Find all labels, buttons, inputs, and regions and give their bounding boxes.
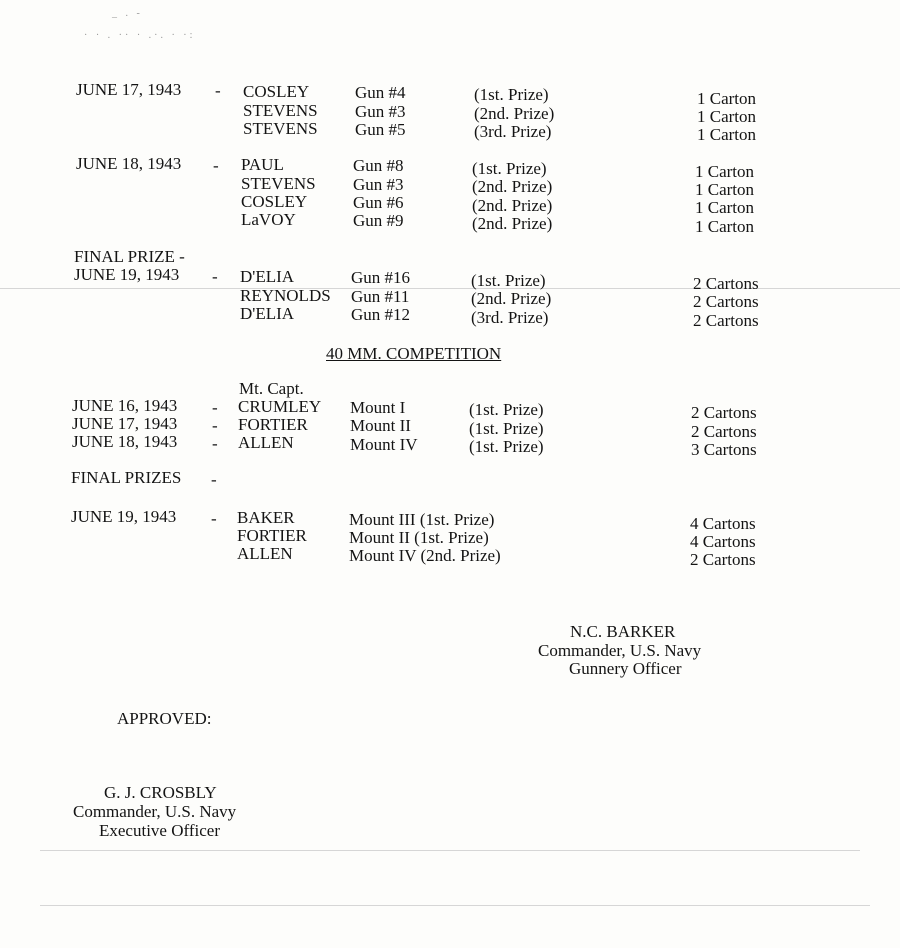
final-prizes-label: FINAL PRIZES — [71, 468, 182, 487]
prize-rank: (1st. Prize) — [471, 271, 546, 290]
dash: - — [212, 398, 218, 417]
dash: - — [212, 416, 218, 435]
mount-name: Mount IV — [350, 435, 418, 454]
gunner-name: COSLEY — [241, 192, 308, 211]
award-amount: 2 Cartons — [690, 550, 756, 569]
gun-number: Gun #12 — [351, 305, 411, 324]
gun-number: Gun #16 — [351, 268, 411, 287]
prize-rank: (2nd. Prize) — [474, 104, 555, 123]
approved-label: APPROVED: — [117, 709, 212, 728]
prize-rank: (2nd. Prize) — [471, 289, 552, 308]
gunner-name: D'ELIA — [240, 304, 295, 323]
mount-prize: Mount IV (2nd. Prize) — [349, 546, 501, 565]
row-date: JUNE 18, 1943 — [72, 432, 178, 451]
gunner-name: STEVENS — [243, 119, 318, 138]
gunner-name: LaVOY — [241, 210, 296, 229]
prize-rank: (1st. Prize) — [469, 400, 544, 419]
gun-number: Gun #6 — [353, 193, 404, 212]
gun-number: Gun #5 — [355, 120, 406, 139]
captain-name: ALLEN — [237, 544, 293, 563]
signatory-name: G. J. CROSBLY — [104, 783, 217, 802]
award-amount: 1 Carton — [695, 180, 755, 199]
gunner-name: STEVENS — [243, 101, 318, 120]
award-amount: 2 Cartons — [691, 403, 757, 422]
gunner-name: COSLEY — [243, 82, 310, 101]
prize-rank: (1st. Prize) — [469, 437, 544, 456]
mount-prize: Mount II (1st. Prize) — [349, 528, 489, 547]
prize-rank: (1st. Prize) — [469, 419, 544, 438]
prize-rank: (3rd. Prize) — [474, 122, 552, 141]
award-amount: 1 Carton — [697, 89, 757, 108]
signatory-rank: Commander, U.S. Navy — [73, 802, 237, 821]
section-heading: 40 MM. COMPETITION — [326, 344, 502, 363]
row-date: JUNE 16, 1943 — [72, 396, 178, 415]
mount-name: Mount II — [350, 416, 411, 435]
row-date: JUNE 19, 1943 — [71, 507, 177, 526]
signatory-rank: Commander, U.S. Navy — [538, 641, 702, 660]
dash: - — [211, 509, 217, 528]
award-amount: 2 Cartons — [691, 422, 757, 441]
signatory-name: N.C. BARKER — [570, 622, 676, 641]
mount-name: Mount I — [350, 398, 406, 417]
captain-name: BAKER — [237, 508, 295, 527]
prize-rank: (1st. Prize) — [474, 85, 549, 104]
dash: - — [211, 470, 217, 489]
column-header: Mt. Capt. — [239, 379, 304, 398]
prize-rank: (3rd. Prize) — [471, 308, 549, 327]
block-date: JUNE 19, 1943 — [74, 265, 180, 284]
award-amount: 2 Cartons — [693, 274, 759, 293]
gun-number: Gun #4 — [355, 83, 406, 102]
captain-name: FORTIER — [237, 526, 307, 545]
prize-rank: (2nd. Prize) — [472, 177, 553, 196]
dash: - — [212, 434, 218, 453]
scan-line — [0, 288, 900, 289]
award-amount: 2 Cartons — [693, 292, 759, 311]
signatory-title: Executive Officer — [99, 821, 220, 840]
award-amount: 1 Carton — [695, 217, 755, 236]
gunner-name: REYNOLDS — [240, 286, 331, 305]
award-amount: 1 Carton — [697, 125, 757, 144]
row-date: JUNE 17, 1943 — [72, 414, 178, 433]
gunner-name: PAUL — [241, 155, 284, 174]
award-amount: 1 Carton — [697, 107, 757, 126]
award-amount: 2 Cartons — [693, 311, 759, 330]
gun-number: Gun #8 — [353, 156, 404, 175]
award-amount: 4 Cartons — [690, 532, 756, 551]
prize-rank: (2nd. Prize) — [472, 214, 553, 233]
captain-name: ALLEN — [238, 433, 294, 452]
mount-prize: Mount III (1st. Prize) — [349, 510, 495, 529]
dash: - — [212, 267, 218, 286]
block-date: JUNE 18, 1943 — [76, 154, 182, 173]
scan-speck: _ . - — [112, 8, 143, 19]
dash: - — [213, 156, 219, 175]
gunner-name: D'ELIA — [240, 267, 295, 286]
prize-rank: (2nd. Prize) — [472, 196, 553, 215]
block-date: JUNE 17, 1943 — [76, 80, 182, 99]
gunner-name: STEVENS — [241, 174, 316, 193]
award-amount: 1 Carton — [695, 198, 755, 217]
award-amount: 1 Carton — [695, 162, 755, 181]
scan-speck: · · . ·· · .·. · ·: — [84, 30, 196, 41]
gun-number: Gun #11 — [351, 287, 410, 306]
captain-name: FORTIER — [238, 415, 308, 434]
gun-number: Gun #3 — [353, 175, 404, 194]
prize-rank: (1st. Prize) — [472, 159, 547, 178]
award-amount: 3 Cartons — [691, 440, 757, 459]
award-amount: 4 Cartons — [690, 514, 756, 533]
final-prize-label: FINAL PRIZE - — [74, 247, 185, 266]
scan-line — [40, 850, 860, 851]
gun-number: Gun #9 — [353, 211, 404, 230]
captain-name: CRUMLEY — [238, 397, 322, 416]
dash: - — [215, 81, 221, 100]
signatory-title: Gunnery Officer — [569, 659, 682, 678]
gun-number: Gun #3 — [355, 102, 406, 121]
scan-line — [40, 905, 870, 906]
